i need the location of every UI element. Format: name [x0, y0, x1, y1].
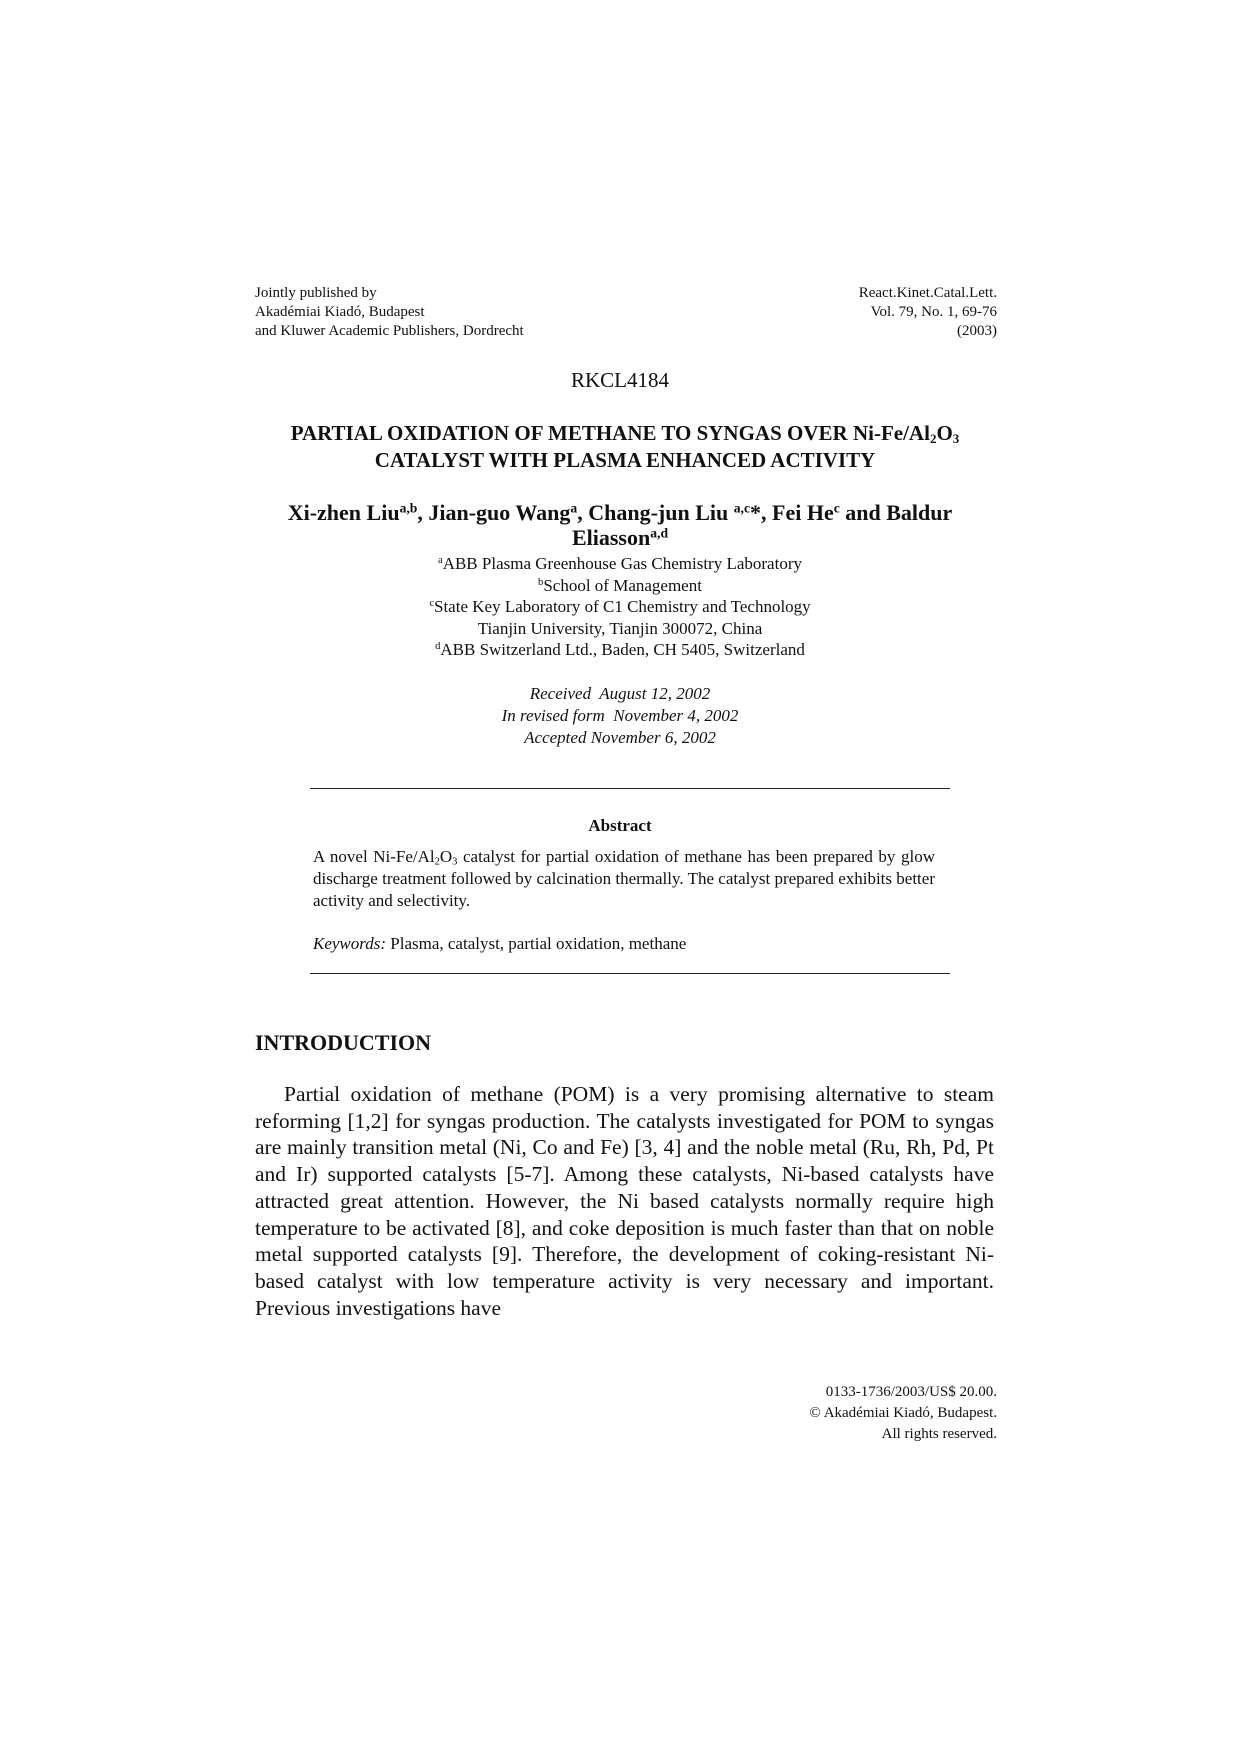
footer-line: © Akadémiai Kiadó, Budapest. [809, 1405, 997, 1421]
affiliation: $^a$ABB Plasma Greenhouse Gas Chemistry Laboratory [438, 554, 802, 573]
abstract-top-rule [310, 788, 950, 789]
affiliations [0, 553, 1240, 661]
affiliation: $^d$ABB Switzerland Ltd., Baden, CH 5405, Switzerland [435, 640, 805, 659]
section-heading-introduction: INTRODUCTION [255, 1030, 432, 1055]
introduction-paragraph: Partial oxidation of methane (POM) is a very promising alternative to steam reforming [1,2] for syngas production. The catalysts investigated for POM to syngas are mainly transition metal (Ni, Co and Fe) [3, 4] and the noble metal (Ru, Rh, Pd, Pt and Ir) supported catalysts [5-7]. Among these catalysts, Ni-based catalysts have attracted great attention. However, the Ni based catalysts normally require high temperature to be activated [8], and coke deposition is much faster than that on noble metal supported catalysts [9]. Therefore, the development of coking-resistant Ni-based catalyst with low temperature activity is very necessary and important. Previous investigations have [255, 1082, 994, 1320]
author: Fei He$^c$ and Baldur [772, 500, 953, 525]
affiliation: $^b$School of Management [538, 575, 702, 595]
publisher-line: and Kluwer Academic Publishers, Dordrecht [255, 323, 524, 339]
author: Xi-zhen Liu$^{a,b}$, [287, 500, 429, 525]
author-list [262, 500, 978, 550]
publisher-info [255, 284, 524, 341]
abstract-heading: Abstract [588, 816, 652, 835]
affiliation: Tianjin University, Tianjin 300072, China [477, 618, 763, 638]
date-line: In revised form November 4, 2002 [501, 706, 739, 725]
author: Jian-guo Wang$^a$, [428, 500, 589, 525]
author: Eliasson$^{a,d}$ [571, 525, 669, 550]
keywords [313, 934, 935, 954]
journal-line: (2003) [957, 323, 997, 339]
date-line: Accepted November 6, 2002 [524, 728, 716, 747]
footer-line: All rights reserved. [881, 1426, 997, 1442]
publisher-line: Akadémiai Kiadó, Budapest [255, 304, 425, 320]
title-line-2: CATALYST WITH PLASMA ENHANCED ACTIVITY [374, 448, 876, 472]
journal-line: React.Kinet.Catal.Lett. [858, 285, 997, 301]
author: Chang-jun Liu $^{a,c}$*, [588, 500, 773, 525]
affiliation: $^c$State Key Laboratory of C1 Chemistry and Technology [429, 597, 811, 616]
article-code: RKCL4184 [570, 368, 669, 392]
abstract-bottom-rule [310, 973, 950, 974]
journal-line: Vol. 79, No. 1, 69-76 [870, 304, 997, 320]
copyright-footer [809, 1382, 997, 1445]
date-line: Received August 12, 2002 [529, 684, 711, 703]
keywords-label: Keywords: [313, 934, 387, 953]
journal-citation [859, 284, 997, 341]
keywords-list: Plasma, catalyst, partial oxidation, methane [386, 934, 687, 953]
paper-title [250, 420, 1000, 474]
title-line-1: PARTIAL OXIDATION OF METHANE TO SYNGAS OVER $Ni-Fe/Al_2O_3$ [290, 421, 960, 446]
publisher-line: Jointly published by [255, 285, 377, 301]
footer-line: 0133-1736/2003/US$ 20.00. [825, 1384, 997, 1400]
abstract-text: A novel $Ni-Fe/Al_2O_3$ catalyst for partial oxidation of methane has been prepared by glow discharge treatment followed by calcination thermally. The catalyst prepared exhibits better activity and selectivity. [313, 847, 935, 910]
received-dates [0, 683, 1240, 749]
